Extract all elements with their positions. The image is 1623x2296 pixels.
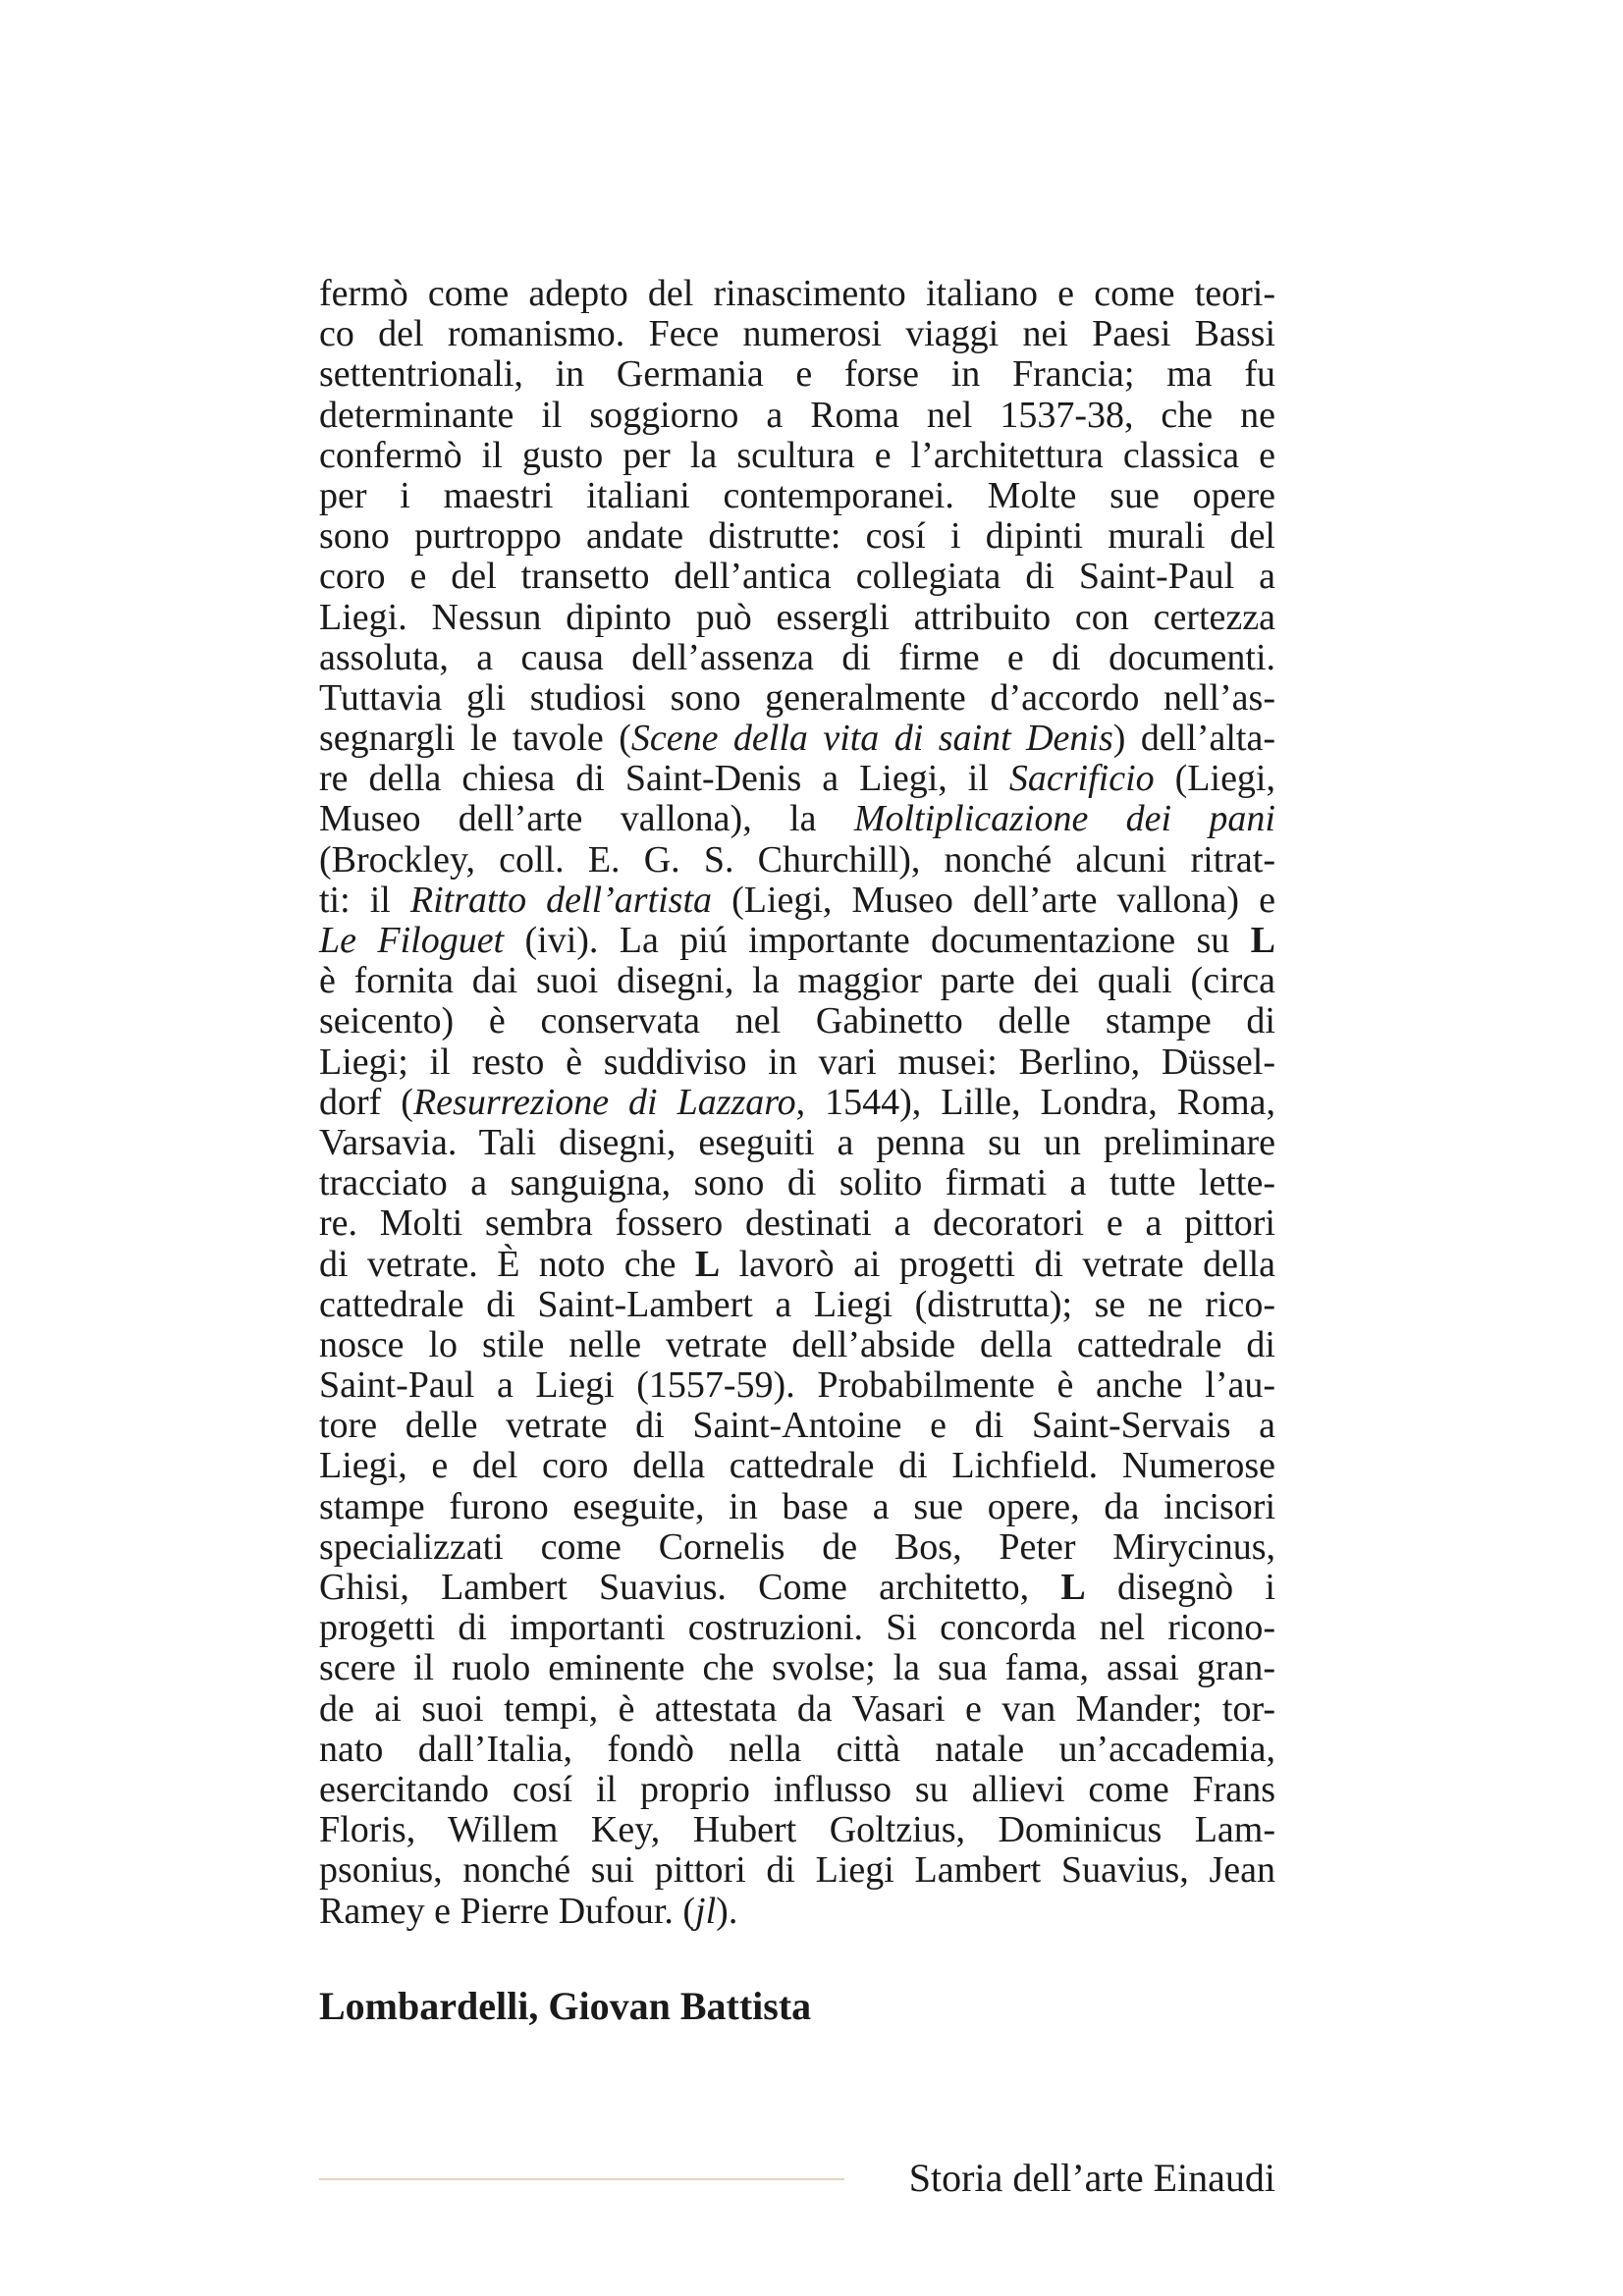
text-line xyxy=(319,1083,1275,1123)
text-segment: (Liegi, xyxy=(1154,758,1275,800)
text-line xyxy=(319,1285,1275,1325)
text-segment: è fornita dai suoi disegni, la maggior parte dei quali (circa xyxy=(319,960,1275,1002)
text-segment: Ghisi, Lambert Suavius. Come architetto, xyxy=(319,1567,1061,1608)
text-line xyxy=(319,598,1275,638)
text-segment: nosce lo stile nelle vetrate dell’abside della cattedrale di xyxy=(319,1323,1275,1365)
text-segment: confermò il gusto per la scultura e l’architettura classica e xyxy=(319,434,1275,476)
text-segment: Floris, Willem Key, Hubert Goltzius, Dominicus Lam- xyxy=(319,1809,1275,1851)
text-line xyxy=(319,638,1275,678)
text-line xyxy=(319,1608,1275,1648)
text-segment: Saint-Paul a Liegi (1557-59). Probabilmente è anche l’au- xyxy=(319,1364,1275,1407)
text-line xyxy=(319,314,1275,354)
footer-rule xyxy=(319,2178,844,2180)
text-segment: scere il ruolo eminente che svolse; la sua fama, assai gran- xyxy=(319,1647,1275,1689)
text-line xyxy=(319,1850,1275,1891)
text-line xyxy=(319,1689,1275,1730)
text-line xyxy=(319,557,1275,597)
text-segment: cattedrale di Saint-Lambert a Liegi (distrutta); se ne rico- xyxy=(319,1283,1275,1325)
text-segment: dorf ( xyxy=(319,1081,413,1123)
text-segment: ). xyxy=(716,1890,738,1932)
italic-title: Le Filoguet xyxy=(319,920,505,961)
text-line xyxy=(319,1487,1275,1527)
text-segment: (Brockley, coll. E. G. S. Churchill), nonché alcuni ritrat- xyxy=(319,838,1275,881)
text-segment: Liegi; il resto è suddiviso in vari musei: Berlino, Düssel- xyxy=(319,1041,1275,1083)
text-line xyxy=(319,881,1275,921)
text-segment: Tuttavia gli studiosi sono generalmente d’accordo nell’as- xyxy=(319,676,1275,719)
italic-title: jl xyxy=(695,1890,717,1932)
text-line xyxy=(319,436,1275,476)
text-segment: de ai suoi tempi, è attestata da Vasari e van Mander; tor- xyxy=(319,1687,1275,1730)
text-line xyxy=(319,1406,1275,1446)
text-line xyxy=(319,1568,1275,1608)
text-segment: , 1544), Lille, Londra, Roma, xyxy=(795,1081,1275,1123)
text-segment: disegnò i xyxy=(1085,1567,1275,1608)
text-line xyxy=(319,354,1275,395)
text-segment: esercitando cosí il proprio influsso su allievi come Frans xyxy=(319,1768,1275,1810)
italic-title: Resurrezione di Lazzaro xyxy=(412,1081,796,1123)
bold-abbreviation: L xyxy=(1250,920,1275,961)
text-segment: sono purtroppo andate distrutte: cosí i dipinti murali del xyxy=(319,515,1275,558)
text-segment: re. Molti sembra fossero destinati a decoratori e a pittori xyxy=(319,1202,1275,1245)
text-segment: stampe furono eseguite, in base a sue opere, da incisori xyxy=(319,1485,1275,1527)
text-segment: psonius, nonché sui pittori di Liegi Lambert Suavius, Jean xyxy=(319,1849,1275,1892)
text-line xyxy=(319,1325,1275,1365)
text-segment: tore delle vetrate di Saint-Antoine e di Saint-Servais a xyxy=(319,1405,1275,1447)
text-line xyxy=(319,1770,1275,1810)
text-line xyxy=(319,274,1275,314)
entry-heading: Lombardelli, Giovan Battista xyxy=(319,1984,812,2028)
text-segment: segnargli le tavole ( xyxy=(319,718,631,760)
text-segment: di vetrate. È noto che xyxy=(319,1243,695,1285)
text-line xyxy=(319,1446,1275,1486)
text-line xyxy=(319,1001,1275,1041)
text-segment: ) dell’alta- xyxy=(1112,718,1275,760)
text-segment: progetti di importanti costruzioni. Si concorda nel ricono- xyxy=(319,1607,1275,1649)
text-line xyxy=(319,759,1275,799)
body-text xyxy=(319,274,1275,1932)
text-line xyxy=(319,1042,1275,1083)
text-segment: lavorò ai progetti di vetrate della xyxy=(720,1243,1275,1285)
text-line xyxy=(319,1365,1275,1406)
text-segment: coro e del transetto dell’antica collegiata di Saint-Paul a xyxy=(319,556,1275,598)
text-segment: ti: il xyxy=(319,879,410,921)
text-segment: fermò come adepto del rinascimento italiano e come teori- xyxy=(319,273,1275,314)
text-line xyxy=(319,921,1275,961)
text-segment: assoluta, a causa dell’assenza di firme e di documenti. xyxy=(319,636,1275,678)
text-segment: (ivi). La piú importante documentazione su xyxy=(504,920,1251,961)
footer-publisher: Storia dell’arte Einaudi xyxy=(908,2156,1275,2200)
text-segment: nato dall’Italia, fondò nella città natale un’accademia, xyxy=(319,1728,1275,1770)
italic-title: Moltiplicazione dei pani xyxy=(853,798,1275,840)
text-segment: Museo dell’arte vallona), la xyxy=(319,798,854,840)
text-line xyxy=(319,1163,1275,1203)
italic-title: Ritratto dell’artista xyxy=(409,879,713,921)
italic-title: Scene della vita di saint Denis xyxy=(630,718,1113,760)
text-segment: settentrionali, in Germania e forse in Francia; ma fu xyxy=(319,353,1275,396)
text-segment: Ramey e Pierre Dufour. ( xyxy=(319,1890,696,1932)
text-line xyxy=(319,961,1275,1001)
text-line xyxy=(319,799,1275,839)
text-segment: per i maestri italiani contemporanei. Molte sue opere xyxy=(319,474,1275,516)
text-line xyxy=(319,1123,1275,1163)
text-line xyxy=(319,840,1275,881)
text-segment: (Liegi, Museo dell’arte vallona) e xyxy=(712,879,1275,921)
text-line xyxy=(319,1730,1275,1770)
text-line xyxy=(319,678,1275,719)
text-line xyxy=(319,1810,1275,1850)
text-segment: Liegi, e del coro della cattedrale di Lichfield. Numerose xyxy=(319,1445,1275,1487)
bold-abbreviation: L xyxy=(694,1243,721,1285)
text-line xyxy=(319,1648,1275,1688)
text-line xyxy=(319,396,1275,436)
text-segment: tracciato a sanguigna, sono di solito firmati a tutte lette- xyxy=(319,1162,1275,1204)
text-line xyxy=(319,1527,1275,1568)
text-segment: specializzati come Cornelis de Bos, Peter Mirycinus, xyxy=(319,1525,1275,1568)
text-segment: seicento) è conservata nel Gabinetto delle stampe di xyxy=(319,1000,1275,1042)
italic-title: Sacrificio xyxy=(1008,758,1155,800)
text-segment: Varsavia. Tali disegni, eseguiti a penna su un preliminare xyxy=(319,1121,1275,1163)
text-segment: Liegi. Nessun dipinto può essergli attribuito con certezza xyxy=(319,596,1275,638)
text-segment: re della chiesa di Saint-Denis a Liegi, il xyxy=(319,758,1009,800)
text-line xyxy=(319,1245,1275,1285)
text-line xyxy=(319,476,1275,516)
text-line xyxy=(319,1892,1275,1932)
text-line xyxy=(319,719,1275,759)
text-line xyxy=(319,516,1275,557)
text-line xyxy=(319,1203,1275,1244)
text-segment: determinante il soggiorno a Roma nel 1537-38, che ne xyxy=(319,394,1275,436)
bold-abbreviation: L xyxy=(1060,1567,1086,1608)
text-segment: co del romanismo. Fece numerosi viaggi nei Paesi Bassi xyxy=(319,313,1275,355)
